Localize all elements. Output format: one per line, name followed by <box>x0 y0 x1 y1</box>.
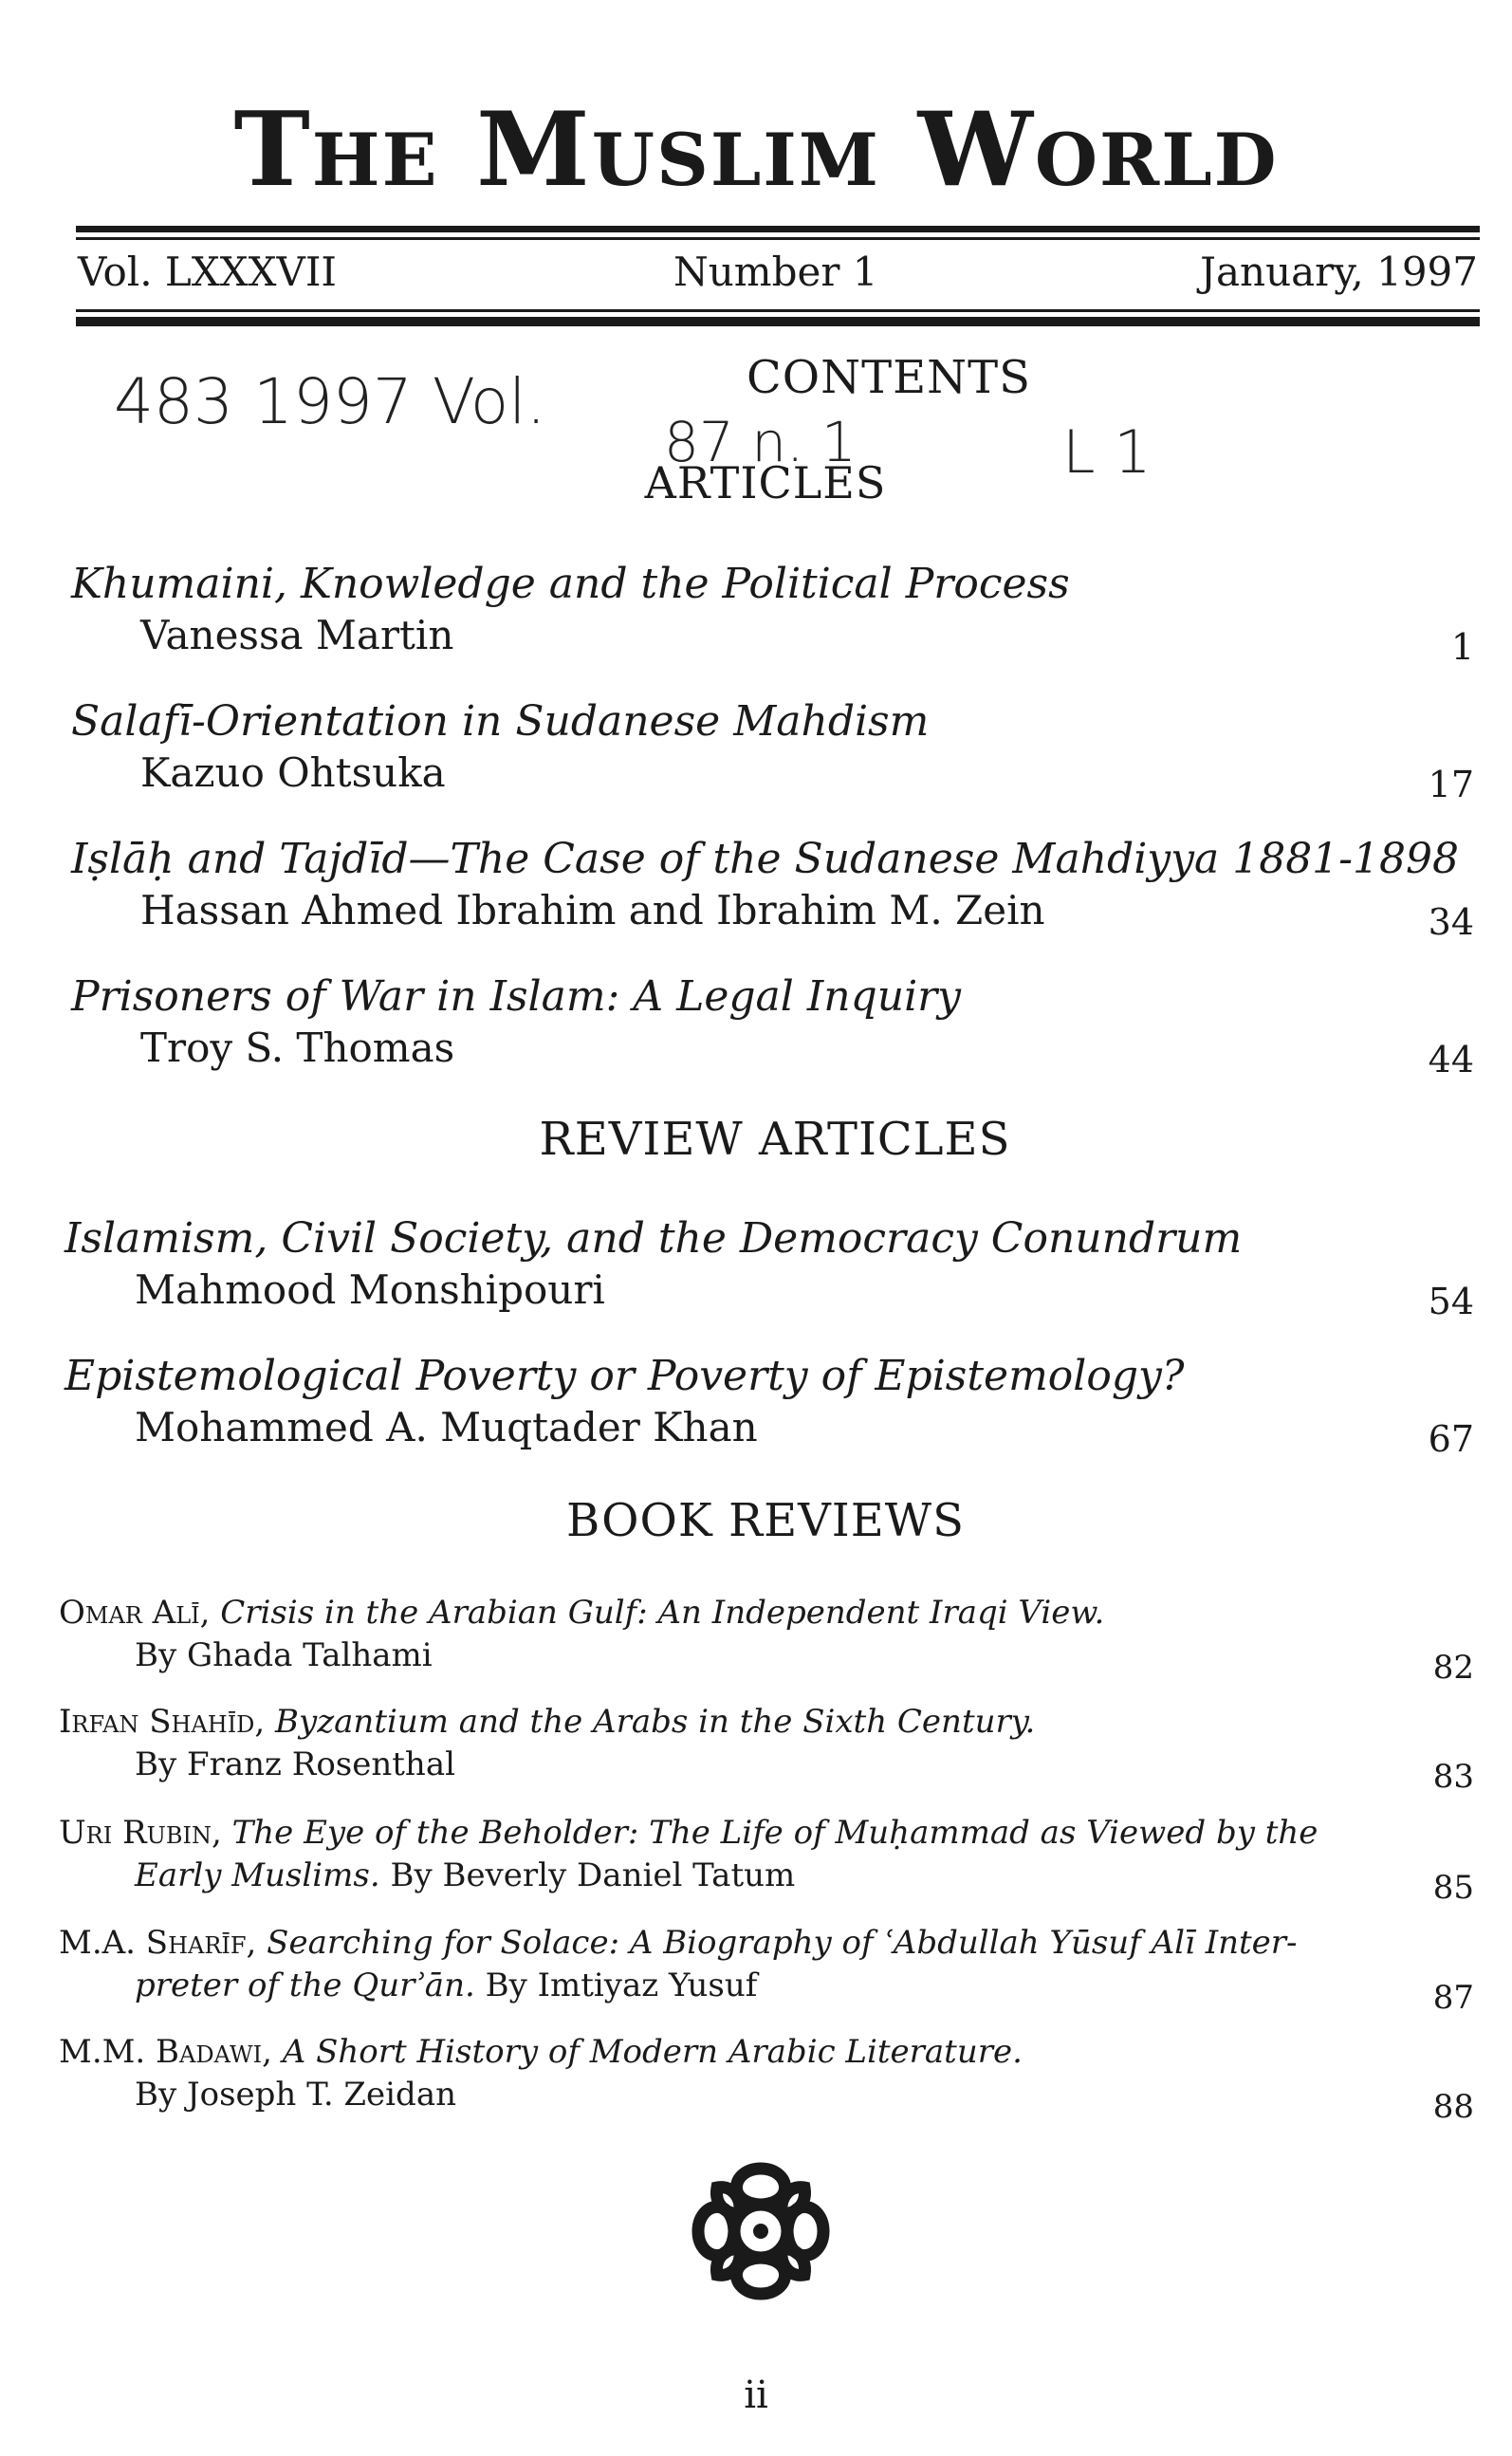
page-folio: ii <box>744 2373 768 2417</box>
handwritten-volume-number: 87 n. 1 <box>664 410 857 474</box>
masthead-rule-top <box>76 226 1480 232</box>
article-author: Hassan Ahmed Ibrahim and Ibrahim M. Zein <box>140 887 1045 933</box>
article-page: 34 <box>1428 901 1474 943</box>
reviewed-author: Uri Rubin, <box>59 1814 222 1852</box>
article-title: Iṣlāḥ and Tajdīd—The Case of the Sudanese Mahdiyya 1881-1898 <box>71 835 1460 883</box>
reviewed-author: Omar Alī, <box>59 1594 211 1632</box>
reviewed-author: M.A. Sharīf, <box>59 1924 257 1962</box>
issue-info <box>78 249 1478 305</box>
book-title: The Eye of the Beholder: The Life of Muḥammad as Viewed by the <box>231 1814 1318 1852</box>
book-review-line <box>59 2033 1023 2071</box>
reviewed-author: Irfan Shahīd, <box>59 1703 266 1741</box>
review-article-title: Epistemological Poverty or Poverty of Epistemology? <box>65 1352 1185 1400</box>
article-page: 17 <box>1428 764 1474 805</box>
journal-title: The Muslim World <box>233 90 1279 210</box>
review-article-page: 54 <box>1428 1281 1474 1322</box>
article-title: Khumaini, Knowledge and the Political Process <box>71 560 1070 608</box>
book-review-page: 87 <box>1432 1979 1474 2017</box>
book-reviewer: By Franz Rosenthal <box>135 1745 455 1783</box>
article-title: Prisoners of War in Islam: A Legal Inquiry <box>71 972 962 1021</box>
book-review-page: 85 <box>1432 1869 1474 1907</box>
article-author: Kazuo Ohtsuka <box>140 749 446 796</box>
book-reviewer: By Joseph T. Zeidan <box>135 2076 456 2114</box>
book-reviewer <box>135 1967 757 2004</box>
article-author: Vanessa Martin <box>140 612 454 658</box>
contents-heading: CONTENTS <box>746 351 1032 404</box>
article-author: Troy S. Thomas <box>140 1025 455 1071</box>
book-title: Searching for Solace: A Biography of ʿAbdullah Yūsuf Alī Inter- <box>267 1924 1298 1962</box>
article-title: Salafī-Orientation in Sudanese Mahdism <box>71 697 930 746</box>
book-title-continued: Early Muslims. <box>135 1856 380 1894</box>
book-review-line <box>59 1594 1104 1632</box>
book-review-line <box>59 1924 1298 1962</box>
masthead-rule-bottom-thin <box>76 309 1480 312</box>
review-article-title: Islamism, Civil Society, and the Democracy Conundrum <box>65 1214 1243 1263</box>
article-page: 44 <box>1428 1039 1474 1080</box>
review-articles-heading: REVIEW ARTICLES <box>539 1113 1011 1166</box>
book-review-page: 83 <box>1432 1758 1474 1796</box>
issue-number: Number 1 <box>673 249 878 295</box>
knot-ornament-icon <box>685 2155 837 2307</box>
book-title: Byzantium and the Arabs in the Sixth Century. <box>275 1703 1036 1741</box>
volume: Vol. LXXXVII <box>78 249 337 295</box>
book-reviewer <box>135 1856 795 1894</box>
review-article-author: Mahmood Monshipouri <box>135 1266 605 1313</box>
book-reviewer: By Ghada Talhami <box>135 1636 433 1674</box>
book-reviews-heading: BOOK REVIEWS <box>565 1494 966 1547</box>
book-title: A Short History of Modern Arabic Literature. <box>282 2033 1023 2071</box>
reviewed-author: M.M. Badawi, <box>59 2033 272 2071</box>
masthead-rule-top-thin <box>76 237 1480 240</box>
book-review-page: 82 <box>1432 1649 1474 1687</box>
book-title: Crisis in the Arabian Gulf: An Independent Iraqi View. <box>220 1594 1105 1632</box>
handwritten-call-number: 483 1997 Vol. <box>114 365 546 438</box>
articles-heading: ARTICLES <box>644 457 887 508</box>
masthead-rule-bottom <box>76 317 1480 326</box>
reviewer-name: By Beverly Daniel Tatum <box>390 1856 796 1894</box>
book-review-line <box>59 1814 1318 1852</box>
book-review-page: 88 <box>1432 2088 1474 2126</box>
review-article-page: 67 <box>1428 1418 1474 1460</box>
issue-date: January, 1997 <box>1200 249 1478 295</box>
reviewer-name: By Imtiyaz Yusuf <box>485 1967 758 2004</box>
article-page: 1 <box>1450 626 1474 668</box>
review-article-author: Mohammed A. Muqtader Khan <box>135 1404 758 1450</box>
book-title-continued: preter of the Qurʾān. <box>135 1967 475 2004</box>
book-review-line <box>59 1703 1035 1741</box>
handwritten-shelf-mark: L 1 <box>1062 417 1152 487</box>
